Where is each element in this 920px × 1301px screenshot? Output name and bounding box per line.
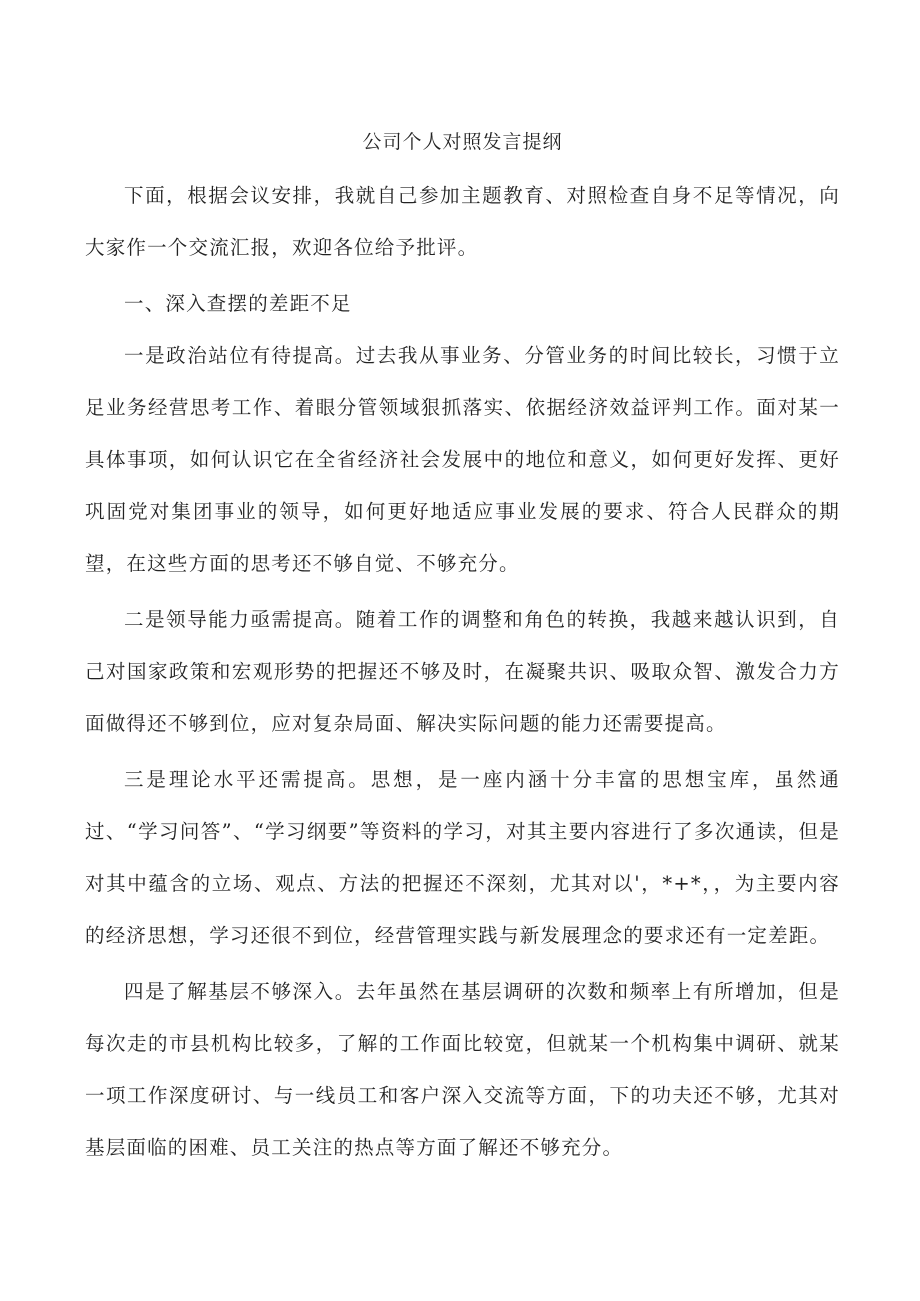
document-title: 公司个人对照发言提纲 bbox=[362, 131, 563, 153]
paragraph-theory-level: 三是理论水平还需提高。思想，是一座内涵十分丰富的思想宝库，虽然通过、“学习问答”、“学习纲要”等资料的学习，对其主要内容进行了多次通读，但是对其中蕴含的立场、观点、方法的把握还不深刻，尤其对以'，*+*，，为主要内容的经济思想，学习还很不到位，经营管理实践与新发展理念的要求还有一定差距。 bbox=[85, 768, 840, 947]
paragraph-grassroots-understanding: 四是了解基层不够深入。去年虽然在基层调研的次数和频率上有所增加，但是每次走的市县机构比较多，了解的工作面比较宽，但就某一个机构集中调研、就某一项工作深度研讨、与一线员工和客户深入交流等方面，下的功夫还不够，尤其对基层面临的困难、员工关注的热点等方面了解还不够充分。 bbox=[85, 980, 840, 1159]
section-heading: 一、深入查摆的差距不足 bbox=[124, 292, 352, 315]
document-body bbox=[85, 122, 840, 1174]
paragraph-leadership-ability: 二是领导能力亟需提高。随着工作的调整和角色的转换，我越来越认识到，自己对国家政策和宏观形势的把握还不够及时，在凝聚共识、吸取众智、激发合力方面做得还不够到位，应对复杂局面、解决实际问题的能力还需要提高。 bbox=[85, 608, 840, 735]
intro-paragraph: 下面，根据会议安排，我就自己参加主题教育、对照检查自身不足等情况，向大家作一个交流汇报，欢迎各位给予批评。 bbox=[85, 184, 840, 259]
paragraph-political-stance: 一是政治站位有待提高。过去我从事业务、分管业务的时间比较长，习惯于立足业务经营思考工作、着眼分管领域狠抓落实、依据经济效益评判工作。面对某一具体事项，如何认识它在全省经济社会发展中的地位和意义，如何更好发挥、更好巩固党对集团事业的领导，如何更好地适应事业发展的要求、符合人民群众的期望，在这些方面的思考还不够自觉、不够充分。 bbox=[85, 344, 840, 575]
